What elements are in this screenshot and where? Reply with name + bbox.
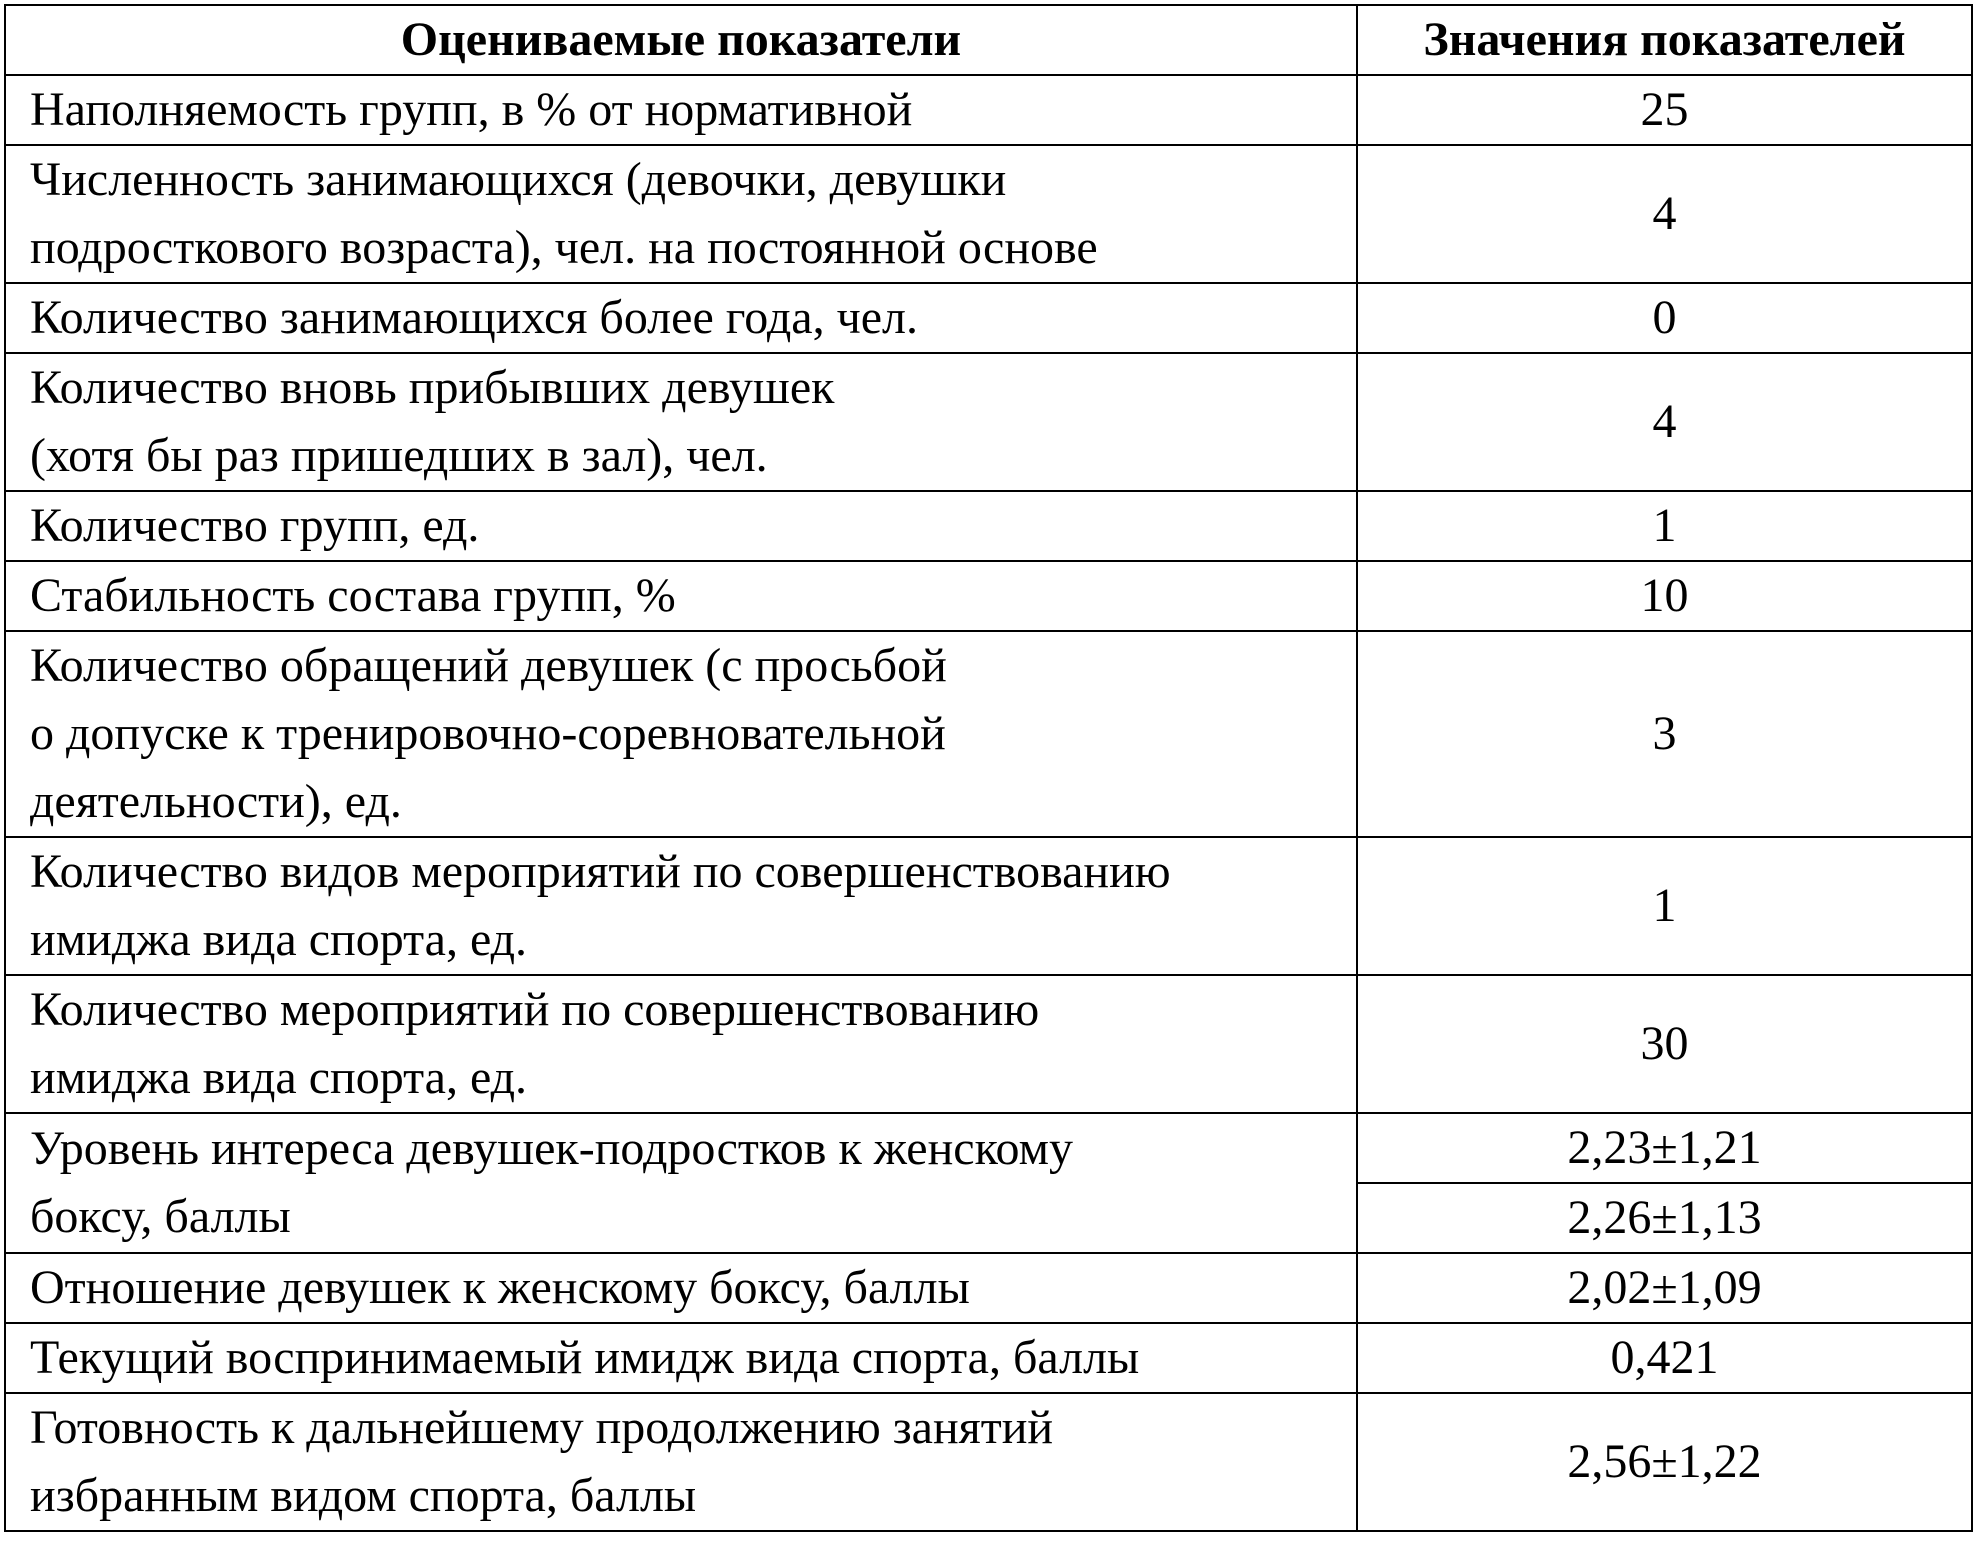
table-row: [5, 975, 1972, 1113]
indicator-name: Уровень интереса девушек-подростков к женскому боксу, баллы: [5, 1113, 1357, 1253]
indicator-value: 2,23±1,21: [1357, 1113, 1972, 1183]
table-row: [5, 491, 1972, 561]
table-row: [5, 283, 1972, 353]
indicator-name: Готовность к дальнейшему продолжению занятий избранным видом спорта, баллы: [5, 1393, 1357, 1531]
indicator-value: 2,56±1,22: [1357, 1393, 1972, 1531]
indicator-value: 0: [1357, 283, 1972, 353]
indicator-value: 4: [1357, 353, 1972, 491]
indicator-name: Текущий воспринимаемый имидж вида спорта, баллы: [5, 1323, 1357, 1393]
table-row: [5, 631, 1972, 837]
indicator-name: Отношение девушек к женскому боксу, баллы: [5, 1253, 1357, 1323]
indicator-value: 2,26±1,13: [1357, 1183, 1972, 1253]
table-row: [5, 145, 1972, 283]
table-row: [5, 1253, 1972, 1323]
indicator-value: 1: [1357, 491, 1972, 561]
indicator-name: Численность занимающихся (девочки, девушки подросткового возраста), чел. на постоянной основе: [5, 145, 1357, 283]
table-row: [5, 561, 1972, 631]
indicator-value: 2,02±1,09: [1357, 1253, 1972, 1323]
indicator-value: 25: [1357, 75, 1972, 145]
indicator-name: Количество вновь прибывших девушек (хотя бы раз пришедших в зал), чел.: [5, 353, 1357, 491]
indicator-value: 30: [1357, 975, 1972, 1113]
indicator-value: 1: [1357, 837, 1972, 975]
indicator-value: 3: [1357, 631, 1972, 837]
indicators-table: [4, 4, 1973, 1532]
indicator-value: 4: [1357, 145, 1972, 283]
table-header-row: [5, 5, 1972, 75]
table-row: [5, 837, 1972, 975]
table-row: [5, 1113, 1972, 1183]
header-indicators: Оцениваемые показатели: [5, 5, 1357, 75]
indicator-name: Количество видов мероприятий по совершенствованию имиджа вида спорта, ед.: [5, 837, 1357, 975]
indicator-name: Количество групп, ед.: [5, 491, 1357, 561]
indicator-value: 0,421: [1357, 1323, 1972, 1393]
table-row: [5, 1393, 1972, 1531]
indicator-name: Количество мероприятий по совершенствованию имиджа вида спорта, ед.: [5, 975, 1357, 1113]
header-values: Значения показателей: [1357, 5, 1972, 75]
table-row: [5, 1323, 1972, 1393]
table-row: [5, 75, 1972, 145]
table-row: [5, 353, 1972, 491]
indicator-name: Стабильность состава групп, %: [5, 561, 1357, 631]
indicator-name: Наполняемость групп, в % от нормативной: [5, 75, 1357, 145]
indicator-name: Количество обращений девушек (с просьбой о допуске к тренировочно-соревновательной деятельности), ед.: [5, 631, 1357, 837]
indicator-value: 10: [1357, 561, 1972, 631]
indicator-name: Количество занимающихся более года, чел.: [5, 283, 1357, 353]
